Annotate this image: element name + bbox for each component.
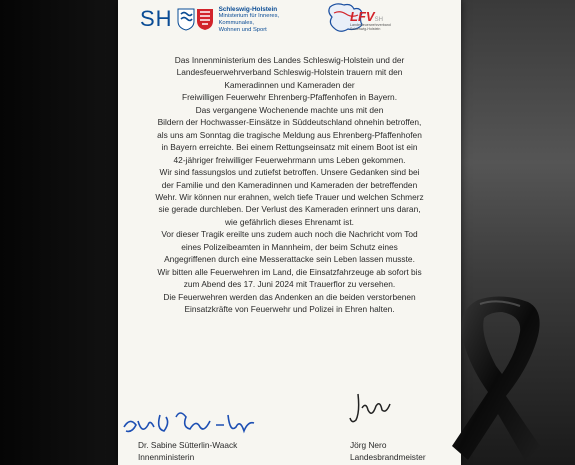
- signer-left-title: Innenministerin: [138, 451, 195, 462]
- signer-left: [138, 440, 237, 463]
- letter-line: Das vergangene Wochenende machte uns mit den: [195, 104, 384, 115]
- letter-line: der Familie und den Kameradinnen und Kameraden der betreffenden: [161, 179, 418, 190]
- letter-line: eines Polizeibeamten in Mannheim, der beim Schutz eines: [181, 241, 398, 252]
- signer-right-name: Jörg Nero: [350, 440, 387, 450]
- letter-page: [118, 0, 461, 465]
- sh-logo-ministry-line: Wohnen und Sport: [218, 27, 267, 33]
- letter-line: Wir bitten alle Feuerwehren im Land, die Einsatzfahrzeuge ab sofort bis: [157, 266, 422, 277]
- sh-logo-ministry-line: Ministerium für Inneres,: [218, 13, 280, 19]
- letter-line: Wehr. Wir können nur erahnen, welch tiefe Trauer und welchen Schmerz: [155, 191, 424, 202]
- signature-left: [120, 405, 270, 439]
- letter-line: Kameradinnen und Kameraden der: [224, 79, 355, 90]
- signer-left-name: Dr. Sabine Sütterlin-Waack: [138, 440, 238, 450]
- sh-logo-org-name: Schleswig-Holstein: [218, 6, 278, 13]
- lfv-logo-letters: LFV: [350, 9, 375, 24]
- letter-line: sie gerade durchleben. Der Verlust des Kameraden erinnert uns daran,: [158, 204, 421, 215]
- letter-line: als uns am Sonntag die tragische Meldung aus Ehrenberg-Pfaffenhofen: [157, 129, 422, 140]
- letter-line: Vor dieser Tragik ereilte uns zudem auch noch die Nachricht vom Tod: [161, 229, 418, 240]
- letter-line: zum Abend des 17. Juni 2024 mit Trauerflor zu versehen.: [183, 279, 396, 290]
- background-left: [0, 0, 118, 465]
- letter-line: wie gefährlich dieses Ehrenamt ist.: [225, 216, 354, 227]
- letter-line: Die Feuerwehren werden das Andenken an die beiden verstorbenen: [163, 291, 416, 302]
- signature-right: [346, 388, 396, 428]
- letter-line: Freiwilligen Feuerwehr Ehrenberg-Pfaffenhofen in Bayern.: [181, 92, 398, 103]
- letter-line: Angegriffenen durch eine Messerattacke sein Leben lassen musste.: [164, 254, 415, 265]
- lfv-logo-suffix: SH: [374, 17, 383, 23]
- coat-of-arms-icon: [177, 7, 215, 36]
- letter-line: Das Innenministerium des Landes Schleswig-Holstein und der: [174, 55, 405, 65]
- signer-right-title: Landesbrandmeister: [350, 451, 426, 462]
- letter-body: [128, 54, 451, 316]
- letter-line: 42-jähriger freiwilliger Feuerwehrmann ums Leben gekommen.: [173, 154, 406, 165]
- lfv-logo-subtitle: Landesfeuerwehrverband Schleswig-Holstein: [350, 23, 391, 31]
- letter-line: Wir sind fassungslos und zutiefst betroffen. Unsere Gedanken sind bei: [159, 167, 420, 178]
- sh-logo-text: [219, 6, 280, 34]
- sh-logo-ministry-line: Kommunales,: [218, 20, 255, 26]
- lfv-logo: [326, 1, 398, 35]
- letter-line: Einsatzkräfte von Feuerwehr und Polizei in Ehren halten.: [184, 304, 395, 315]
- letter-line: Landesfeuerwehrverband Schleswig-Holstein trauern mit den: [176, 67, 403, 78]
- sh-ministry-logo: [140, 6, 279, 36]
- signer-right: [350, 440, 426, 463]
- letter-line: Bildern der Hochwasser-Einsätze in Süddeutschland ohnehin betroffen,: [157, 117, 422, 128]
- sh-logo-letters: SH: [140, 6, 173, 31]
- mourning-ribbon-icon: [440, 296, 575, 465]
- letter-line: in Bayern erreichte. Bei einem Rettungseinsatz mit einem Boot ist ein: [161, 142, 418, 153]
